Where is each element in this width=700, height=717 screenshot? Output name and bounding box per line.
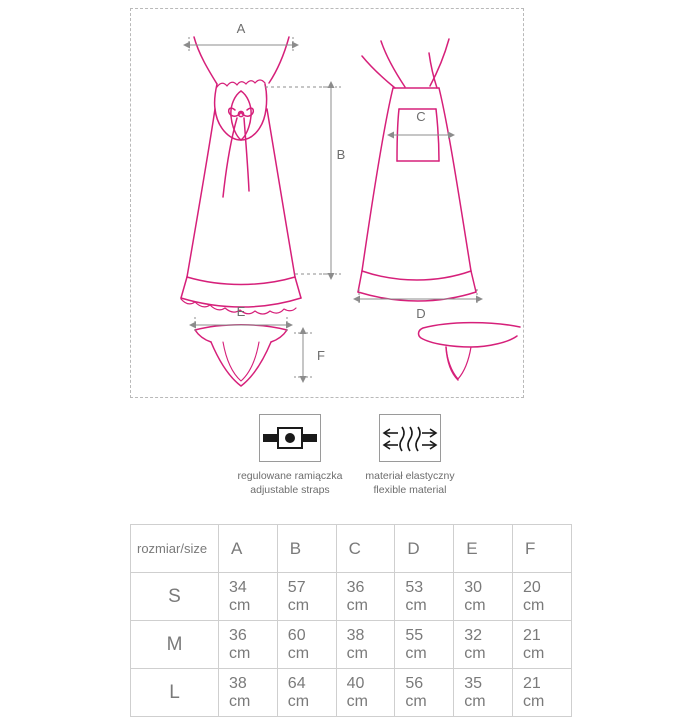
dimension-label-D: D	[416, 306, 426, 321]
cell-s-c: 36 cm	[336, 573, 395, 621]
table-row	[131, 621, 572, 669]
feature-label-pl: materiał elastyczny	[365, 470, 455, 482]
header-col-F: F	[512, 525, 571, 573]
feature-icons	[235, 414, 485, 506]
cell-m-c: 38 cm	[336, 621, 395, 669]
cell-l-a: 38 cm	[219, 669, 278, 717]
header-col-A: A	[219, 525, 278, 573]
cell-m-d: 55 cm	[395, 621, 454, 669]
feature-flexible-material	[355, 414, 465, 497]
dimension-label-A: A	[236, 21, 246, 36]
dimension-label-B: B	[336, 147, 346, 162]
cell-m-e: 32 cm	[454, 621, 513, 669]
cell-m-f: 21 cm	[512, 621, 571, 669]
feature-label-en: adjustable straps	[250, 484, 330, 496]
cell-s-a: 34 cm	[219, 573, 278, 621]
cell-l-d: 56 cm	[395, 669, 454, 717]
cell-l-e: 35 cm	[454, 669, 513, 717]
feature-label-flexible-material	[355, 469, 465, 497]
dimension-label-F: F	[317, 348, 325, 363]
garment-diagram-panel	[130, 8, 524, 398]
dimension-label-E: E	[236, 304, 246, 319]
header-col-E: E	[454, 525, 513, 573]
feature-label-pl: regulowane ramiączka	[237, 470, 343, 482]
cell-m-a: 36 cm	[219, 621, 278, 669]
dimension-label-C: C	[416, 109, 426, 124]
cell-s-b: 57 cm	[277, 573, 336, 621]
header-col-D: D	[395, 525, 454, 573]
size-label-m: M	[131, 621, 219, 669]
adjustable-strap-icon	[259, 414, 321, 462]
feature-adjustable-straps	[235, 414, 345, 497]
flexible-material-icon	[379, 414, 441, 462]
table-header-row	[131, 525, 572, 573]
header-size-label: rozmiar/size	[131, 525, 219, 573]
cell-l-c: 40 cm	[336, 669, 395, 717]
table-row	[131, 573, 572, 621]
cell-s-d: 53 cm	[395, 573, 454, 621]
header-col-B: B	[277, 525, 336, 573]
cell-l-b: 64 cm	[277, 669, 336, 717]
table-row	[131, 669, 572, 717]
size-label-s: S	[131, 573, 219, 621]
cell-s-f: 20 cm	[512, 573, 571, 621]
cell-m-b: 60 cm	[277, 621, 336, 669]
header-col-C: C	[336, 525, 395, 573]
cell-l-f: 21 cm	[512, 669, 571, 717]
feature-label-adjustable-straps	[235, 469, 345, 497]
feature-label-en: flexible material	[373, 484, 447, 496]
garment-diagram-svg	[131, 9, 525, 399]
size-label-l: L	[131, 669, 219, 717]
cell-s-e: 30 cm	[454, 573, 513, 621]
size-table	[130, 524, 572, 717]
